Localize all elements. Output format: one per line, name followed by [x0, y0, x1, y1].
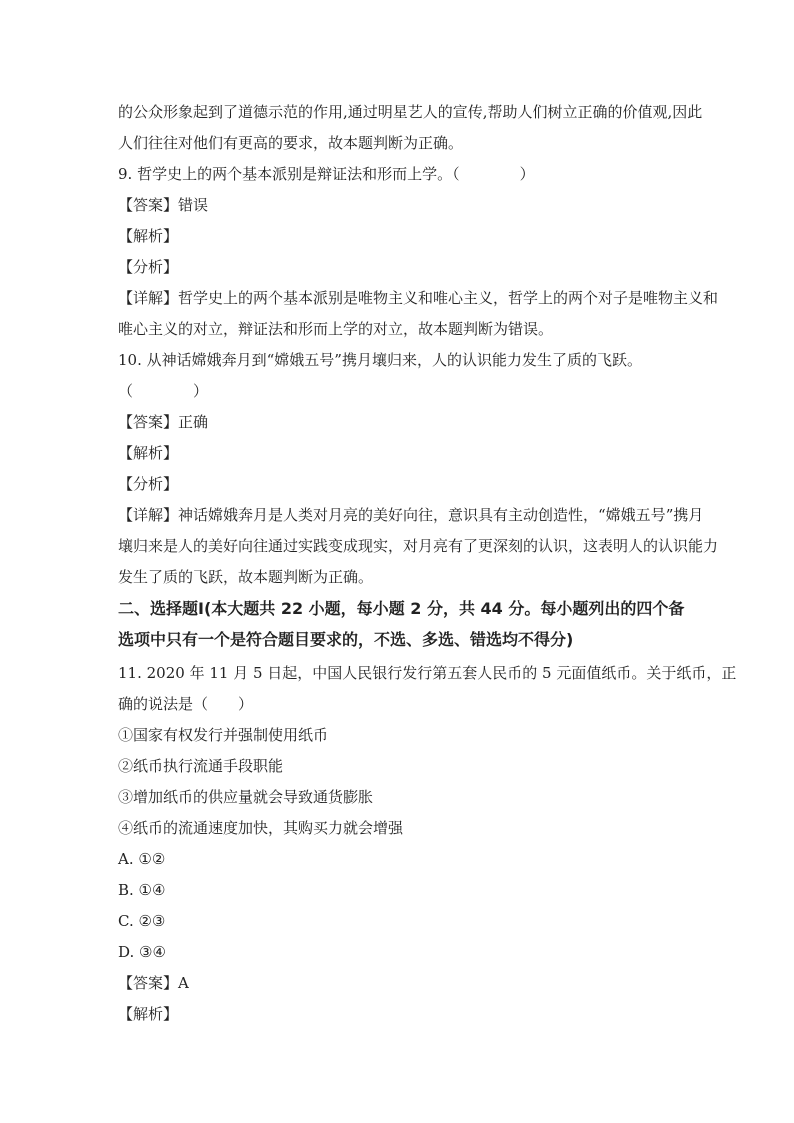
- detail-tag: 【详解】: [118, 289, 179, 307]
- option-d: D. ③④: [118, 943, 166, 961]
- detail-text: 哲学史上的两个基本派别是唯物主义和唯心主义，哲学上的两个对子是唯物主义和: [178, 289, 719, 307]
- question-9-jiexi: 【解析】: [118, 227, 179, 245]
- question-10-blank: （ ）: [118, 382, 209, 400]
- answer-tag: 【答案】: [118, 413, 179, 431]
- intro-line-2: 人们往往对他们有更高的要求，故本题判断为正确。: [118, 134, 464, 152]
- answer-value: 正确: [178, 413, 209, 431]
- question-10-jiexi: 【解析】: [118, 444, 179, 462]
- option-c: C. ②③: [118, 912, 166, 930]
- section-2-heading-line-1: 二、选择题Ⅰ(本大题共 22 小题，每小题 2 分，共 44 分。每小题列出的四个备: [118, 599, 685, 618]
- option-a: A. ①②: [118, 850, 166, 868]
- question-10-detail-line-1: [118, 505, 704, 525]
- question-11-stem-line-2: 确的说法是（ ）: [118, 695, 254, 713]
- intro-line-1: 的公众形象起到了道德示范的作用,通过明星艺人的宣传,帮助人们树立正确的价值观,因此: [118, 103, 703, 121]
- question-11-jiexi: 【解析】: [118, 1005, 179, 1023]
- question-9-stem: 9. 哲学史上的两个基本派别是辩证法和形而上学。（ ）: [118, 165, 535, 183]
- question-10-detail-line-2: 壤归来是人的美好向往通过实践变成现实，对月亮有了更深刻的认识，这表明人的认识能力: [118, 537, 719, 555]
- question-10-fenxi: 【分析】: [118, 475, 179, 493]
- option-b: B. ①④: [118, 881, 166, 899]
- question-11-answer: [118, 973, 678, 993]
- question-11-stem-line-1: 11. 2020 年 11 月 5 日起，中国人民银行发行第五套人民币的 5 元面值纸币。关于纸币，正: [118, 664, 737, 682]
- statement-2: ②纸币执行流通手段职能: [118, 757, 284, 775]
- question-10-stem: 10. 从神话嫦娥奔月到“嫦娥五号”携月壤归来，人的认识能力发生了质的飞跃。: [118, 351, 642, 369]
- detail-tag: 【详解】: [118, 506, 179, 524]
- question-10-answer: [118, 412, 678, 432]
- answer-tag: 【答案】: [118, 974, 179, 992]
- answer-value: A: [178, 974, 189, 992]
- section-2-heading-line-2: 选项中只有一个是符合题目要求的，不选、多选、错选均不得分): [118, 630, 574, 649]
- question-9-detail-line-1: [118, 288, 719, 308]
- detail-text: 神话嫦娥奔月是人类对月亮的美好向往，意识具有主动创造性，“嫦娥五号”携月: [178, 506, 704, 524]
- answer-tag: 【答案】: [118, 196, 179, 214]
- question-9-detail-line-2: 唯心主义的对立，辩证法和形而上学的对立，故本题判断为错误。: [118, 320, 554, 338]
- statement-4: ④纸币的流通速度加快，其购买力就会增强: [118, 819, 404, 837]
- statement-3: ③增加纸币的供应量就会导致通货膨胀: [118, 788, 374, 806]
- question-9-fenxi: 【分析】: [118, 258, 179, 276]
- question-10-detail-line-3: 发生了质的飞跃，故本题判断为正确。: [118, 568, 374, 586]
- statement-1: ①国家有权发行并强制使用纸币: [118, 726, 329, 744]
- question-9-answer: [118, 195, 678, 215]
- answer-value: 错误: [178, 196, 209, 214]
